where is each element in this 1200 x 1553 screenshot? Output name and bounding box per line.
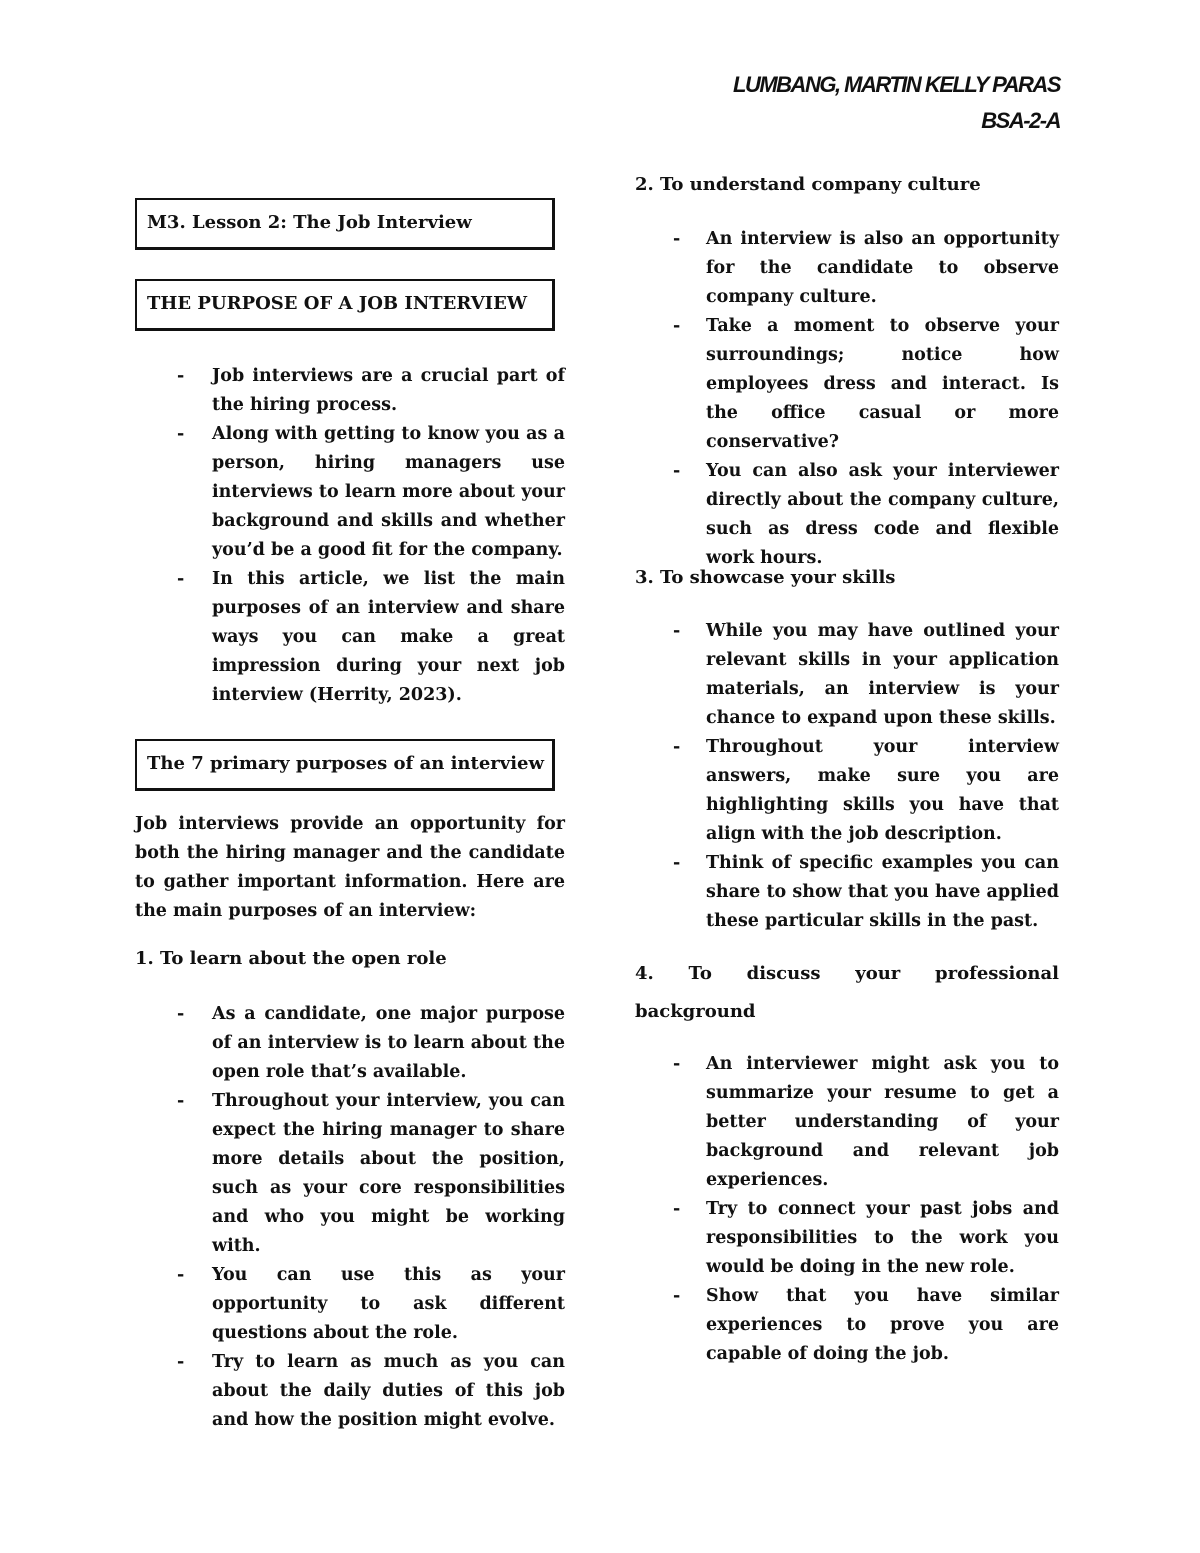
list-item: - In this article, we list the main purposes of an interview and share ways you can make a great impression during your next job interview (Herrity, 2023). [135, 565, 565, 710]
list-item: - While you may have outlined your relevant skills in your application materials, an interview is your chance to expand upon these skills. [635, 617, 1059, 733]
list-item: - Job interviews are a crucial part of the hiring process. [135, 362, 565, 420]
primary-purposes-box: The 7 primary purposes of an interview [135, 739, 555, 791]
section-3-bullet-list [635, 617, 1059, 936]
list-item: - Think of specific examples you can share to show that you have applied these particular skills in the past. [635, 849, 1059, 936]
lesson-title-box: M3. Lesson 2: The Job Interview [135, 198, 555, 250]
section-4-title: 4. To discuss your professional background [635, 963, 1059, 1022]
section-4-title-line1 [635, 955, 1059, 1031]
purpose-bullet-list [135, 362, 565, 710]
section-1-title: 1. To learn about the open role [135, 948, 447, 969]
list-item: - Throughout your interview answers, make sure you are highlighting skills you have that align with the job description. [635, 733, 1059, 849]
section-2-title: 2. To understand company culture [635, 174, 981, 195]
list-item: - You can also ask your interviewer directly about the company culture, such as dress code and flexible work hours. [635, 457, 1059, 573]
section-2-bullet-list [635, 225, 1059, 573]
list-item: - Show that you have similar experiences to prove you are capable of doing the job. [635, 1282, 1059, 1369]
list-item: - You can use this as your opportunity to ask different questions about the role. [135, 1261, 565, 1348]
intro-paragraph: Job interviews provide an opportunity for both the hiring manager and the candidate to gather important information. Here are the main purposes of an interview: [135, 814, 565, 921]
list-item: - An interview is also an opportunity for the candidate to observe company culture. [635, 225, 1059, 312]
list-item: - An interviewer might ask you to summarize your resume to get a better understanding of your background and relevant job experiences. [635, 1050, 1059, 1195]
student-name: LUMBANG, MARTIN KELLY PARAS [733, 72, 1060, 97]
purpose-heading-box: THE PURPOSE OF A JOB INTERVIEW [135, 279, 555, 331]
list-item: - Along with getting to know you as a person, hiring managers use interviews to learn more about your background and skills and whether you’d be a good fit for the company. [135, 420, 565, 565]
list-item: - Try to connect your past jobs and responsibilities to the work you would be doing in the new role. [635, 1195, 1059, 1282]
section-4-bullet-list [635, 1050, 1059, 1369]
section-1-bullet-list [135, 1000, 565, 1435]
student-section: BSA-2-A [981, 108, 1060, 133]
list-item: - As a candidate, one major purpose of an interview is to learn about the open role that’s available. [135, 1000, 565, 1087]
section-3-title: 3. To showcase your skills [635, 567, 896, 588]
list-item: - Try to learn as much as you can about the daily duties of this job and how the position might evolve. [135, 1348, 565, 1435]
list-item: - Take a moment to observe your surroundings; notice how employees dress and interact. Is the office casual or more conservative? [635, 312, 1059, 457]
list-item: - Throughout your interview, you can expect the hiring manager to share more details about the position, such as your core responsibilities and who you might be working with. [135, 1087, 565, 1261]
